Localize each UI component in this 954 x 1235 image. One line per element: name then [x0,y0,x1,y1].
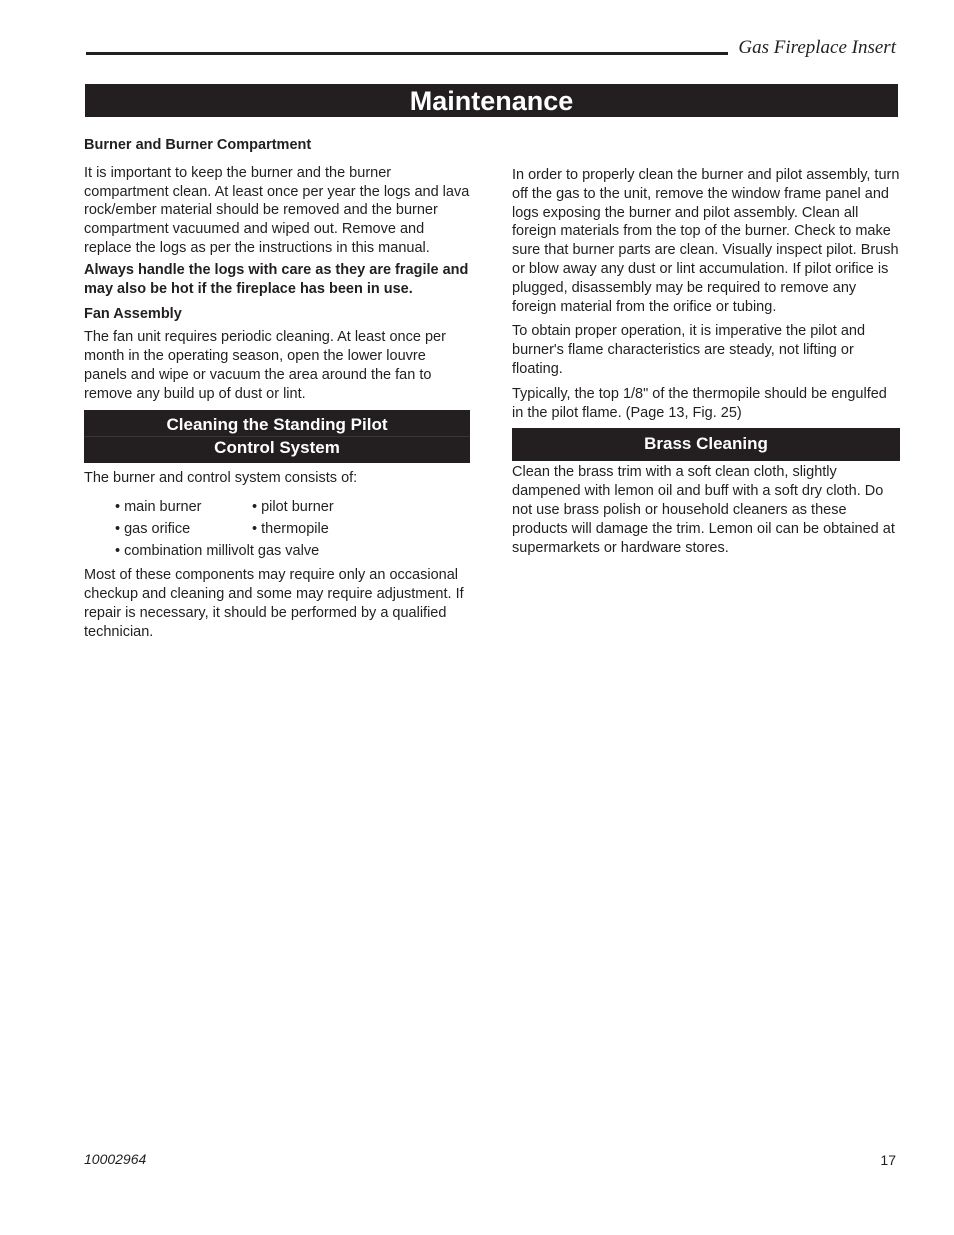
burner-heading: Burner and Burner Compartment [84,137,312,153]
right-column [512,166,900,557]
page-title-banner: Maintenance [85,84,898,117]
brass-paragraph: Clean the brass trim with a soft clean cloth, slightly dampened with lemon oil and buff with a soft dry cloth. Do not use brass polish or household cleaners as these products will damage the trim. Lemon oil can be obtained at supermarkets or hardware stores. [512,464,895,556]
list-item: • thermopile [252,521,329,538]
pilot-section-heading [84,410,470,463]
pilot-heading-line2: Control System [84,436,470,459]
header-rule [86,52,728,55]
operation-paragraph: To obtain proper operation, it is imperative the pilot and burner's flame characteristics are steady, not lifting or floating. [512,323,866,377]
burner-warning: Always handle the logs with care as they are fragile and may also be hot if the fireplace has been in use. [84,261,469,297]
cleaning-paragraph: In order to properly clean the burner and pilot assembly, turn off the gas to the unit, remove the window frame panel and logs exposing the burner and pilot assembly. Clean all foreign materials from the top of the burner. Check to make sure that burner parts are clean. Visually inspect pilot. Brush or blow away any dust or lint accumulation. If pilot orifice is plugged, disassembly may be required to remove any foreign material from the orifice or tubing. [512,167,900,315]
left-column [84,136,470,641]
components-paragraph: Most of these components may require only an occasional checkup and cleaning and some may require adjustment. If repair is necessary, it should be performed by a qualified technician. [84,567,464,640]
page-number: 17 [880,1152,896,1168]
thermopile-paragraph: Typically, the top 1/8" of the thermopile should be engulfed in the pilot flame. (Page 13, Fig. 25) [512,385,887,421]
burner-paragraph: It is important to keep the burner and the burner compartment clean. At least once per year the logs and lava rock/ember material should be removed and the burner compartment vacuumed and wiped out. Remove and replace the logs as per the instructions in this manual. [84,164,470,256]
list-item: • gas orifice [115,521,191,538]
list-item: • main burner [115,499,202,516]
list-item: • combination millivolt gas valve [115,543,320,560]
component-list [115,496,470,562]
fan-heading: Fan Assembly [84,306,182,323]
fan-paragraph: The fan unit requires periodic cleaning. At least once per month in the operating season, open the lower louvre panels and wipe or vacuum the area around the fan to remove any build up of dust or lint. [84,329,446,402]
brass-section-heading: Brass Cleaning [512,428,900,461]
header-title: Gas Fireplace Insert [738,37,896,58]
consists-intro: The burner and control system consists of: [84,470,358,487]
document-number: 10002964 [84,1151,147,1167]
list-item: • pilot burner [252,499,334,516]
pilot-heading-line1: Cleaning the Standing Pilot [166,415,388,435]
